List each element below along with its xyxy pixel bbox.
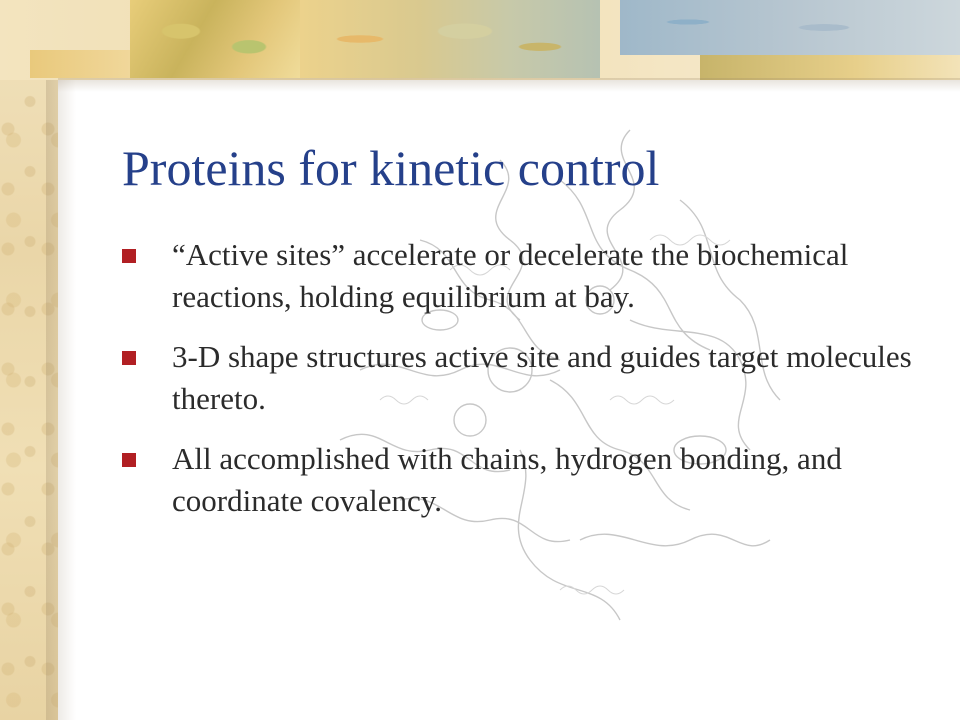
- bullet-item: [122, 438, 912, 522]
- slide-title: Proteins for kinetic control: [122, 140, 660, 196]
- bullet-list: [122, 234, 912, 540]
- banner-leaves: [300, 0, 600, 78]
- bullet-item: [122, 336, 912, 420]
- bullet-text: All accomplished with chains, hydrogen bonding, and coordinate covalency.: [172, 441, 842, 518]
- banner-shadow: [58, 78, 960, 92]
- square-bullet-icon: [122, 453, 136, 467]
- banner-stripe: [30, 50, 130, 78]
- square-bullet-icon: [122, 351, 136, 365]
- banner-leaves: [130, 0, 300, 78]
- bullet-text: 3-D shape structures active site and guides target molecules thereto.: [172, 339, 912, 416]
- banner-stripe: [700, 55, 960, 80]
- square-bullet-icon: [122, 249, 136, 263]
- bullet-text: “Active sites” accelerate or decelerate the biochemical reactions, holding equilibrium at bay.: [172, 237, 849, 314]
- decorative-banner: [0, 0, 960, 80]
- banner-sky: [620, 0, 960, 55]
- border-shadow: [46, 78, 76, 720]
- bullet-item: [122, 234, 912, 318]
